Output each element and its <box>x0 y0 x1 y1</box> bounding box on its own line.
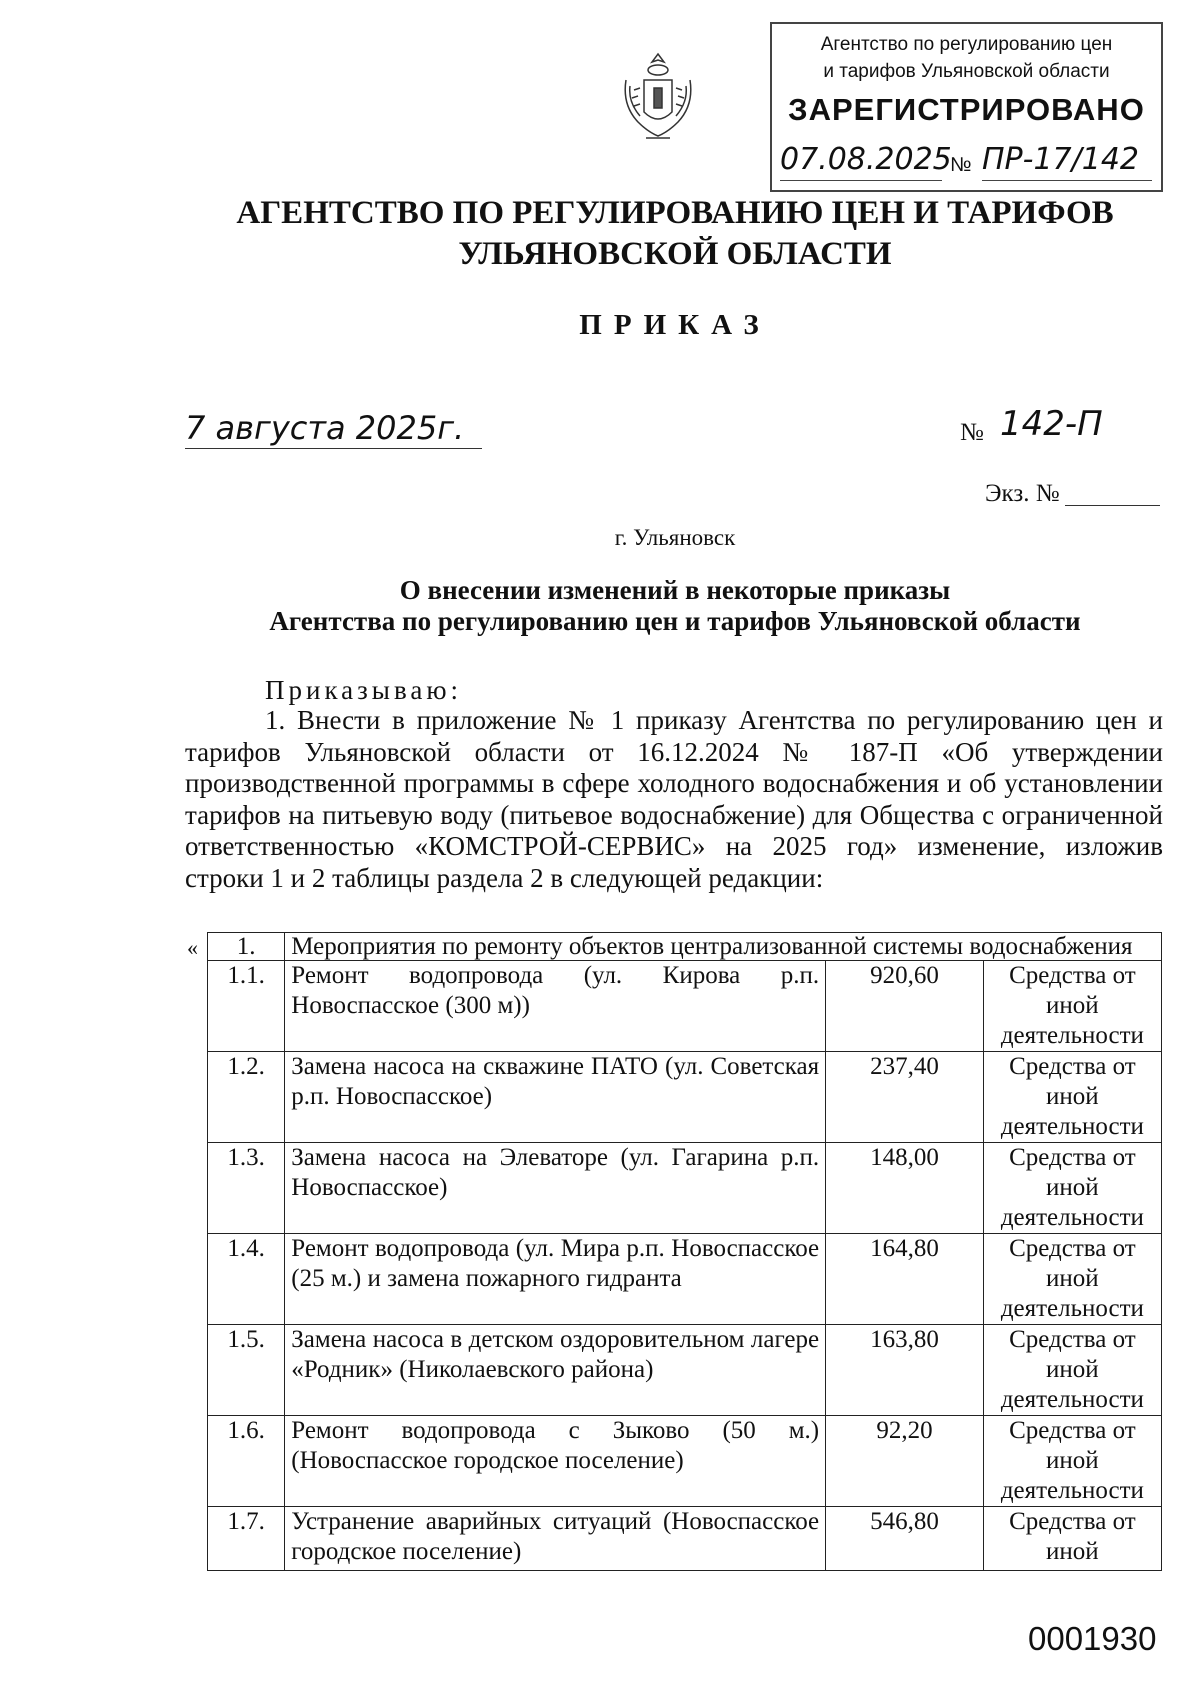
row-value: 920,60 <box>826 961 984 1052</box>
row-source: Средства от иной деятельности <box>983 1052 1161 1143</box>
table-section-row <box>208 933 1162 961</box>
order-number-label: № <box>960 419 984 446</box>
paragraph-1 <box>185 705 1163 894</box>
table-row <box>208 961 1162 1052</box>
stamp-date-underline <box>780 180 942 181</box>
row-name: Замена насоса на скважине ПАТО (ул. Советская р.п. Новоспасское) <box>285 1052 826 1143</box>
section-title: Мероприятия по ремонту объектов централизованной системы водоснабжения <box>285 933 1162 961</box>
copy-number-label: Экз. № <box>985 480 1060 507</box>
order-date: 7 августа 2025г. <box>185 409 465 447</box>
row-name: Замена насоса на Элеваторе (ул. Гагарина р.п. Новоспасское) <box>285 1143 826 1234</box>
row-name: Ремонт водопровода (ул. Кирова р.п. Новоспасское (300 м)) <box>285 961 826 1052</box>
order-number: 142-П <box>1000 404 1103 444</box>
row-value: 164,80 <box>826 1234 984 1325</box>
stamp-org-line1: Агентство по регулированию цен <box>820 34 1113 55</box>
row-value: 148,00 <box>826 1143 984 1234</box>
row-number: 1.6. <box>208 1416 285 1507</box>
row-name: Ремонт водопровода (ул. Мира р.п. Новоспасское (25 м.) и замена пожарного гидранта <box>285 1234 826 1325</box>
section-number: 1. <box>208 933 285 961</box>
subject-line1: О внесении изменений в некоторые приказы <box>399 575 951 605</box>
table-row <box>208 1052 1162 1143</box>
registration-stamp <box>770 22 1163 192</box>
stamp-date: 07.08.2025 <box>780 142 952 177</box>
row-number: 1.4. <box>208 1234 285 1325</box>
row-value: 92,20 <box>826 1416 984 1507</box>
order-directive: Приказываю: <box>265 675 462 705</box>
row-value: 546,80 <box>826 1507 984 1571</box>
row-number: 1.5. <box>208 1325 285 1416</box>
quote-open: « <box>187 935 198 960</box>
row-value: 163,80 <box>826 1325 984 1416</box>
stamp-number-underline <box>982 180 1152 181</box>
row-source: Средства от иной деятельности <box>983 1234 1161 1325</box>
row-name: Ремонт водопровода с Зыково (50 м.) (Новоспасское городское поселение) <box>285 1416 826 1507</box>
table-row <box>208 1325 1162 1416</box>
table-row <box>208 1416 1162 1507</box>
row-number: 1.1. <box>208 961 285 1052</box>
org-name-line1: АГЕНТСТВО ПО РЕГУЛИРОВАНИЮ ЦЕН И ТАРИФОВ <box>236 195 1114 231</box>
row-source: Средства от иной деятельности <box>983 961 1161 1052</box>
row-number: 1.3. <box>208 1143 285 1234</box>
table-row <box>208 1143 1162 1234</box>
stamp-num-label: № <box>950 154 972 176</box>
stamp-status: ЗАРЕГИСТРИРОВАНО <box>788 92 1145 127</box>
row-source: Средства от иной деятельности <box>983 1416 1161 1507</box>
subject-line2: Агентства по регулированию цен и тарифов Ульяновской области <box>269 606 1081 636</box>
table-row <box>208 1507 1162 1571</box>
row-number: 1.7. <box>208 1507 285 1571</box>
stamp-number: ПР-17/142 <box>982 142 1140 177</box>
row-name: Устранение аварийных ситуаций (Новоспасское городское поселение) <box>285 1507 826 1571</box>
row-source: Средства от иной <box>983 1507 1161 1571</box>
document-type: ПРИКАЗ <box>579 309 771 341</box>
coat-of-arms-icon <box>618 50 698 145</box>
page-number: 0001930 <box>1028 1620 1157 1657</box>
org-name-line2: УЛЬЯНОВСКОЙ ОБЛАСТИ <box>458 236 892 272</box>
row-source: Средства от иной деятельности <box>983 1143 1161 1234</box>
stamp-org-line2: и тарифов Ульяновской области <box>823 61 1110 82</box>
row-source: Средства от иной деятельности <box>983 1325 1161 1416</box>
city: г. Ульяновск <box>614 525 736 550</box>
measures-table <box>207 932 1162 1571</box>
table-row <box>208 1234 1162 1325</box>
paragraph-1-text: 1. Внести в приложение № 1 приказу Агентства по регулированию цен и тарифов Ульяновской области от 16.12.2024 № 187-П «Об утверждении производственной программы в сфере холодного водоснабжения и об установлении тарифов на питьевую воду (питьевое водоснабжение) для Общества с ограниченной ответственностью «КОМСТРОЙ-СЕРВИС» на 2025 год» изменение, изложив строки 1 и 2 таблицы раздела 2 в следующей редакции: <box>185 705 1163 893</box>
row-value: 237,40 <box>826 1052 984 1143</box>
order-date-underline <box>185 448 482 449</box>
row-number: 1.2. <box>208 1052 285 1143</box>
copy-number-blank <box>1065 505 1160 506</box>
row-name: Замена насоса в детском оздоровительном лагере «Родник» (Николаевского района) <box>285 1325 826 1416</box>
